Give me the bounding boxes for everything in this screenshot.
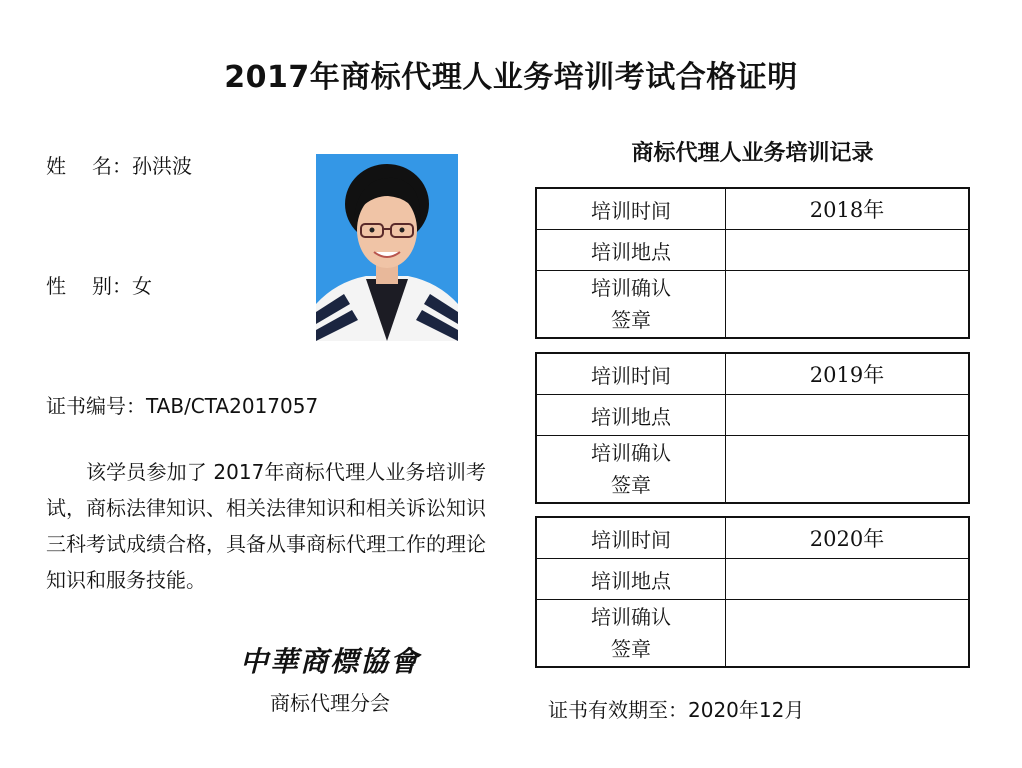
gender-label-2: 别： [92, 274, 132, 298]
training-record-2020 [535, 516, 970, 668]
gender-field [46, 270, 152, 299]
confirm-label-line-2: 签章 [611, 473, 651, 497]
name-label-1: 姓 [46, 154, 92, 178]
time-label: 培训时间 [537, 518, 726, 559]
portrait-image [316, 154, 458, 341]
time-label: 培训时间 [537, 354, 726, 395]
confirm-label-line-2: 签章 [611, 308, 651, 332]
year-value: 2019年 [726, 354, 969, 395]
confirm-label [537, 271, 726, 338]
place-label: 培训地点 [537, 395, 726, 436]
time-label: 培训时间 [537, 189, 726, 230]
id-photo [316, 154, 458, 341]
certificate-title: 2017年商标代理人业务培训考试合格证明 [224, 60, 798, 95]
certificate-number-label: 证书编号： [46, 394, 146, 418]
certificate-number-field [46, 390, 318, 419]
place-value [726, 230, 969, 271]
year-value: 2018年 [726, 189, 969, 230]
table-row [537, 518, 968, 559]
gender-label-1: 性 [46, 274, 92, 298]
confirm-value [726, 271, 969, 338]
confirm-value [726, 436, 969, 503]
table-row [537, 354, 968, 395]
table-row [537, 189, 968, 230]
table-row [537, 271, 968, 338]
table-row [537, 395, 968, 436]
training-record-2019 [535, 352, 970, 504]
confirm-label [537, 600, 726, 667]
name-field [46, 150, 192, 179]
place-label: 培训地点 [537, 230, 726, 271]
table-row [537, 600, 968, 667]
confirm-label [537, 436, 726, 503]
training-record-title: 商标代理人业务培训记录 [631, 141, 874, 166]
table-row [537, 436, 968, 503]
name-label-2: 名： [92, 154, 132, 178]
description-paragraph: 该学员参加了 2017年商标代理人业务培训考试，商标法律知识、相关法律知识和相关诉讼知识三科考试成绩合格，具备从事商标代理工作的理论知识和服务技能。 [46, 460, 486, 592]
record-table [537, 518, 968, 666]
record-table [537, 354, 968, 502]
training-record-2018 [535, 187, 970, 339]
confirm-label-line-1: 培训确认 [591, 605, 671, 629]
place-value [726, 559, 969, 600]
qualification-description [46, 454, 486, 598]
record-table [537, 189, 968, 337]
certificate-number-value: TAB/CTA2017057 [146, 394, 319, 418]
gender-value: 女 [132, 274, 152, 298]
confirm-value [726, 600, 969, 667]
association-logo-text: 中華商標協會 [239, 645, 420, 678]
confirm-label-line-1: 培训确认 [591, 441, 671, 465]
table-row [537, 559, 968, 600]
year-value: 2020年 [726, 518, 969, 559]
table-row [537, 230, 968, 271]
confirm-label-line-1: 培训确认 [591, 276, 671, 300]
name-value: 孙洪波 [132, 154, 192, 178]
validity-field [548, 694, 804, 723]
validity-label: 证书有效期至： [548, 698, 688, 722]
issuer-branch: 商标代理分会 [270, 691, 390, 715]
place-label: 培训地点 [537, 559, 726, 600]
place-value [726, 395, 969, 436]
confirm-label-line-2: 签章 [611, 637, 651, 661]
validity-value: 2020年12月 [688, 698, 805, 722]
